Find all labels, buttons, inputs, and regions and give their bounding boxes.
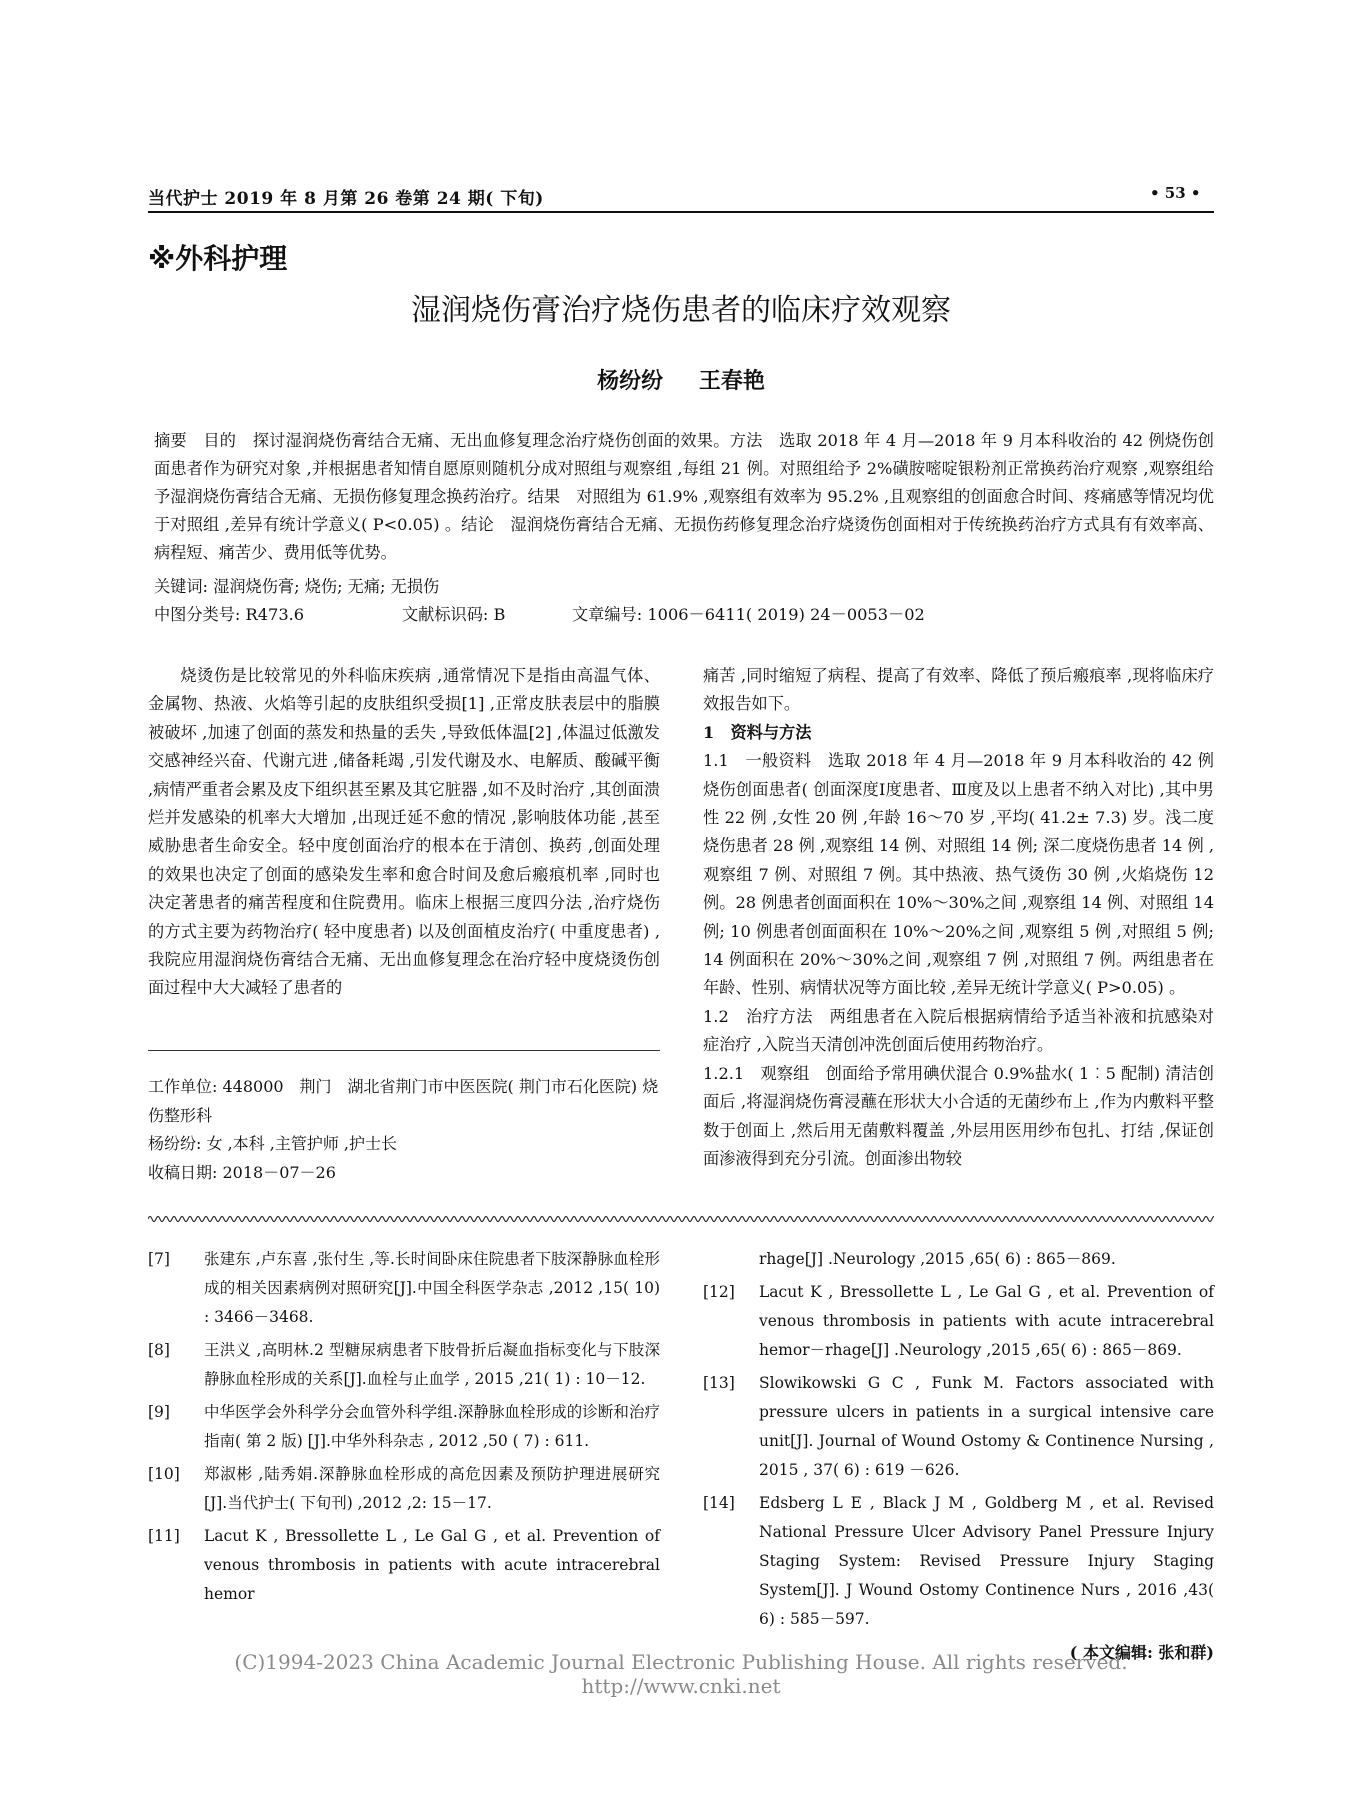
- footnote-rule: [148, 1050, 660, 1051]
- reference-item: [148, 1522, 660, 1609]
- reference-item: [703, 1278, 1214, 1365]
- references-left: [148, 1245, 660, 1613]
- reference-item: [703, 1369, 1214, 1485]
- author-2: 王春艳: [698, 369, 765, 394]
- header-rule: [148, 211, 1214, 213]
- wave-divider: [148, 1212, 1214, 1226]
- document-code: 文献标识码: B: [402, 605, 506, 624]
- reference-item: [703, 1489, 1214, 1634]
- reference-number: [14]: [703, 1494, 735, 1512]
- body-paragraph-observation: 1.2.1 观察组 创面给予常用碘伏混合 0.9%盐水( 1︰5 配制) 清洁创面后 ,将湿润烧伤膏浸蘸在形状大小合适的无菌纱布上 ,作为内敷料平整数于创面上 ,然后用无菌敷料覆盖 ,外层用医用纱布包扎、打结 ,保证创面渗液得到充分引流。创面渗出物较: [703, 1063, 1214, 1168]
- reference-number: [11]: [148, 1527, 180, 1545]
- clc-number: 中图分类号: R473.6: [154, 605, 305, 624]
- reference-number: [9]: [148, 1403, 170, 1421]
- body-paragraph-treatment: 1.2 治疗方法 两组患者在入院后根据病情给予适当补液和抗感染对症治疗 ,入院当天清创冲洗创面后使用药物治疗。: [703, 1006, 1214, 1055]
- article-title: 湿润烧伤膏治疗烧伤患者的临床疗效观察: [411, 293, 951, 328]
- footnote-author-info: 杨纷纷: 女 ,本科 ,主管护师 ,护士长: [148, 1134, 397, 1153]
- reference-number: [7]: [148, 1250, 170, 1268]
- reference-continuation: rhage[J] .Neurology ,2015 ,65( 6) : 865－869.: [759, 1250, 1116, 1268]
- section-heading-methods: 1 资料与方法: [703, 722, 812, 742]
- abstract-text: 摘要 目的 探讨湿润烧伤膏结合无痛、无出血修复理念治疗烧伤创面的效果。方法 选取 2018 年 4 月—2018 年 9 月本科收治的 42 例烧伤创面患者作为研究对象 ,并根据患者知情自愿原则随机分成对照组与观察组 ,每组 21 例。对照组给予 2%磺胺嘧啶银粉剂正常换药治疗观察 ,观察组给予湿润烧伤膏结合无痛、无损伤修复理念换药治疗。结果 对照组为 61.9% ,观察组有效率为 95.2% ,且观察组的创面愈合时间、疼痛感等情况均优于对照组 ,差异有统计学意义( P<0.05) 。结论 湿润烧伤膏结合无痛、无损伤药修复理念治疗烧烫伤创面相对于传统换药治疗方式具有有效率高、病程短、痛苦少、费用低等优势。: [154, 431, 1214, 562]
- reference-item: [148, 1245, 660, 1332]
- reference-item: [148, 1398, 660, 1456]
- reference-number: [13]: [703, 1374, 735, 1392]
- reference-number: [12]: [703, 1283, 735, 1301]
- body-paragraph-general: 1.1 一般资料 选取 2018 年 4 月—2018 年 9 月本科收治的 42 例烧伤创面患者( 创面深度Ⅰ度患者、Ⅲ度及以上患者不纳入对比) ,其中男性 22 例 ,女性 20 例 ,年龄 16～70 岁 ,平均( 41.2± 7.3) 岁。浅二度烧伤患者 28 例 ,观察组 14 例、对照组 14 例; 深二度烧伤患者 14 例 ,观察组 7 例、对照组 7 例。其中热液、热气烫伤 30 例 ,火焰烧伤 12 例。28 例患者创面面积在 10%～30%之间 ,观察组 14 例、对照组 14 例; 10 例患者创面面积在 10%～20%之间 ,观察组 5 例 ,对照组 5 例; 14 例面积在 20%～30%之间 ,观察组 7 例 ,对照组 7 例。两组患者在年龄、性别、病情状况等方面比较 ,差异无统计学意义( P>0.05) 。: [703, 751, 1214, 998]
- references-right: [703, 1245, 1214, 1667]
- reference-text: Lacut K , Bressollette L , Le Gal G , et al. Prevention of venous thrombosis in patients with acute intracerebral hemor: [204, 1527, 660, 1603]
- journal-header: 当代护士 2019 年 8 月第 26 卷第 24 期( 下旬): [148, 189, 544, 209]
- article-number: 文章编号: 1006－6411( 2019) 24－0053－02: [572, 605, 925, 624]
- copyright-footer: (C)1994-2023 China Academic Journal Electronic Publishing House. All rights reserved. http://www.cnki.net: [234, 1650, 1128, 1698]
- reference-text: 郑淑彬 ,陆秀娟.深静脉血栓形成的高危因素及预防护理进展研究[J].当代护士( 下旬刊) ,2012 ,2: 15－17.: [204, 1465, 660, 1512]
- body-right-column: [703, 662, 1214, 1173]
- page-number: • 53 •: [1150, 184, 1201, 202]
- body-paragraph-cont: 痛苦 ,同时缩短了病程、提高了有效率、降低了预后瘢痕率 ,现将临床疗效报告如下。: [703, 666, 1214, 714]
- footnote-work-unit: 工作单位: 448000 荆门 湖北省荆门市中医医院( 荆门市石化医院) 烧伤整形科: [148, 1077, 659, 1125]
- reference-item: [148, 1336, 660, 1394]
- reference-text: 张建东 ,卢东喜 ,张付生 ,等.长时间卧床住院患者下肢深静脉血栓形成的相关因素病例对照研究[J].中国全科医学杂志 ,2012 ,15( 10) : 3466－3468.: [204, 1250, 660, 1326]
- reference-text: 王洪义 ,高明林.2 型糖尿病患者下肢骨折后凝血指标变化与下肢深静脉血栓形成的关系[J].血栓与止血学 , 2015 ,21( 1) : 10－12.: [204, 1341, 660, 1388]
- reference-item: [148, 1460, 660, 1518]
- keywords: 关键词: 湿润烧伤膏; 烧伤; 无痛; 无损伤: [154, 577, 440, 596]
- reference-text: Lacut K , Bressollette L , Le Gal G , et al. Prevention of venous thrombosis in patients with acute intracerebral hemor－rhage[J] .Neurology ,2015 ,65( 6) : 865－869.: [759, 1283, 1214, 1359]
- author-1: 杨纷纷: [597, 369, 664, 394]
- reference-number: [8]: [148, 1341, 170, 1359]
- editor-note: ( 本文编辑: 张和群): [1069, 1643, 1214, 1662]
- reference-text: Slowikowski G C , Funk M. Factors associated with pressure ulcers in patients in a surgical intensive care unit[J]. Journal of Wound Ostomy & Continence Nursing , 2015 , 37( 6) : 619 －626.: [759, 1374, 1214, 1479]
- footnote-received: 收稿日期: 2018－07－26: [148, 1162, 336, 1182]
- section-label: ※外科护理: [148, 242, 288, 275]
- reference-text: Edsberg L E , Black J M , Goldberg M , et al. Revised National Pressure Ulcer Advisory Panel Pressure Injury Staging System: Revised Pressure Injury Staging System[J]. J Wound Ostomy Continence Nurs , 2016 ,43( 6) : 585－597.: [759, 1494, 1214, 1628]
- reference-number: [10]: [148, 1465, 180, 1483]
- body-left-column: [148, 662, 660, 1003]
- authors: [148, 364, 1214, 395]
- reference-text: 中华医学会外科学分会血管外科学组.深静脉血栓形成的诊断和治疗指南( 第 2 版) [J].中华外科杂志 , 2012 ,50 ( 7) : 611.: [204, 1403, 660, 1450]
- body-paragraph-intro: 烧烫伤是比较常见的外科临床疾病 ,通常情况下是指由高温气体、金属物、热液、火焰等引起的皮肤组织受损[1] ,正常皮肤表层中的脂膜被破坏 ,加速了创面的蒸发和热量的丢失 ,导致低体温[2] ,体温过低激发交感神经兴奋、代谢亢进 ,储备耗竭 ,引发代谢及水、电解质、酸碱平衡 ,病情严重者会累及皮下组织甚至累及其它脏器 ,如不及时治疗 ,其创面溃烂并发感染的机率大大增加 ,出现迁延不愈的情况 ,影响肢体功能 ,甚至威胁患者生命安全。轻中度创面治疗的根本在于清创、换药 ,创面处理的效果也决定了创面的感染发生率和愈合时间及愈后瘢痕机率 ,同时也决定著患者的痛苦程度和住院费用。临床上根据三度四分法 ,治疗烧伤的方式主要为药物治疗( 轻中度患者) 以及创面植皮治疗( 中重度患者) ,我院应用湿润烧伤膏结合无痛、无出血修复理念在治疗轻中度烧烫伤创面过程中大大减轻了患者的: [148, 666, 660, 998]
- footnote: [148, 1073, 660, 1187]
- abstract: [154, 427, 1214, 567]
